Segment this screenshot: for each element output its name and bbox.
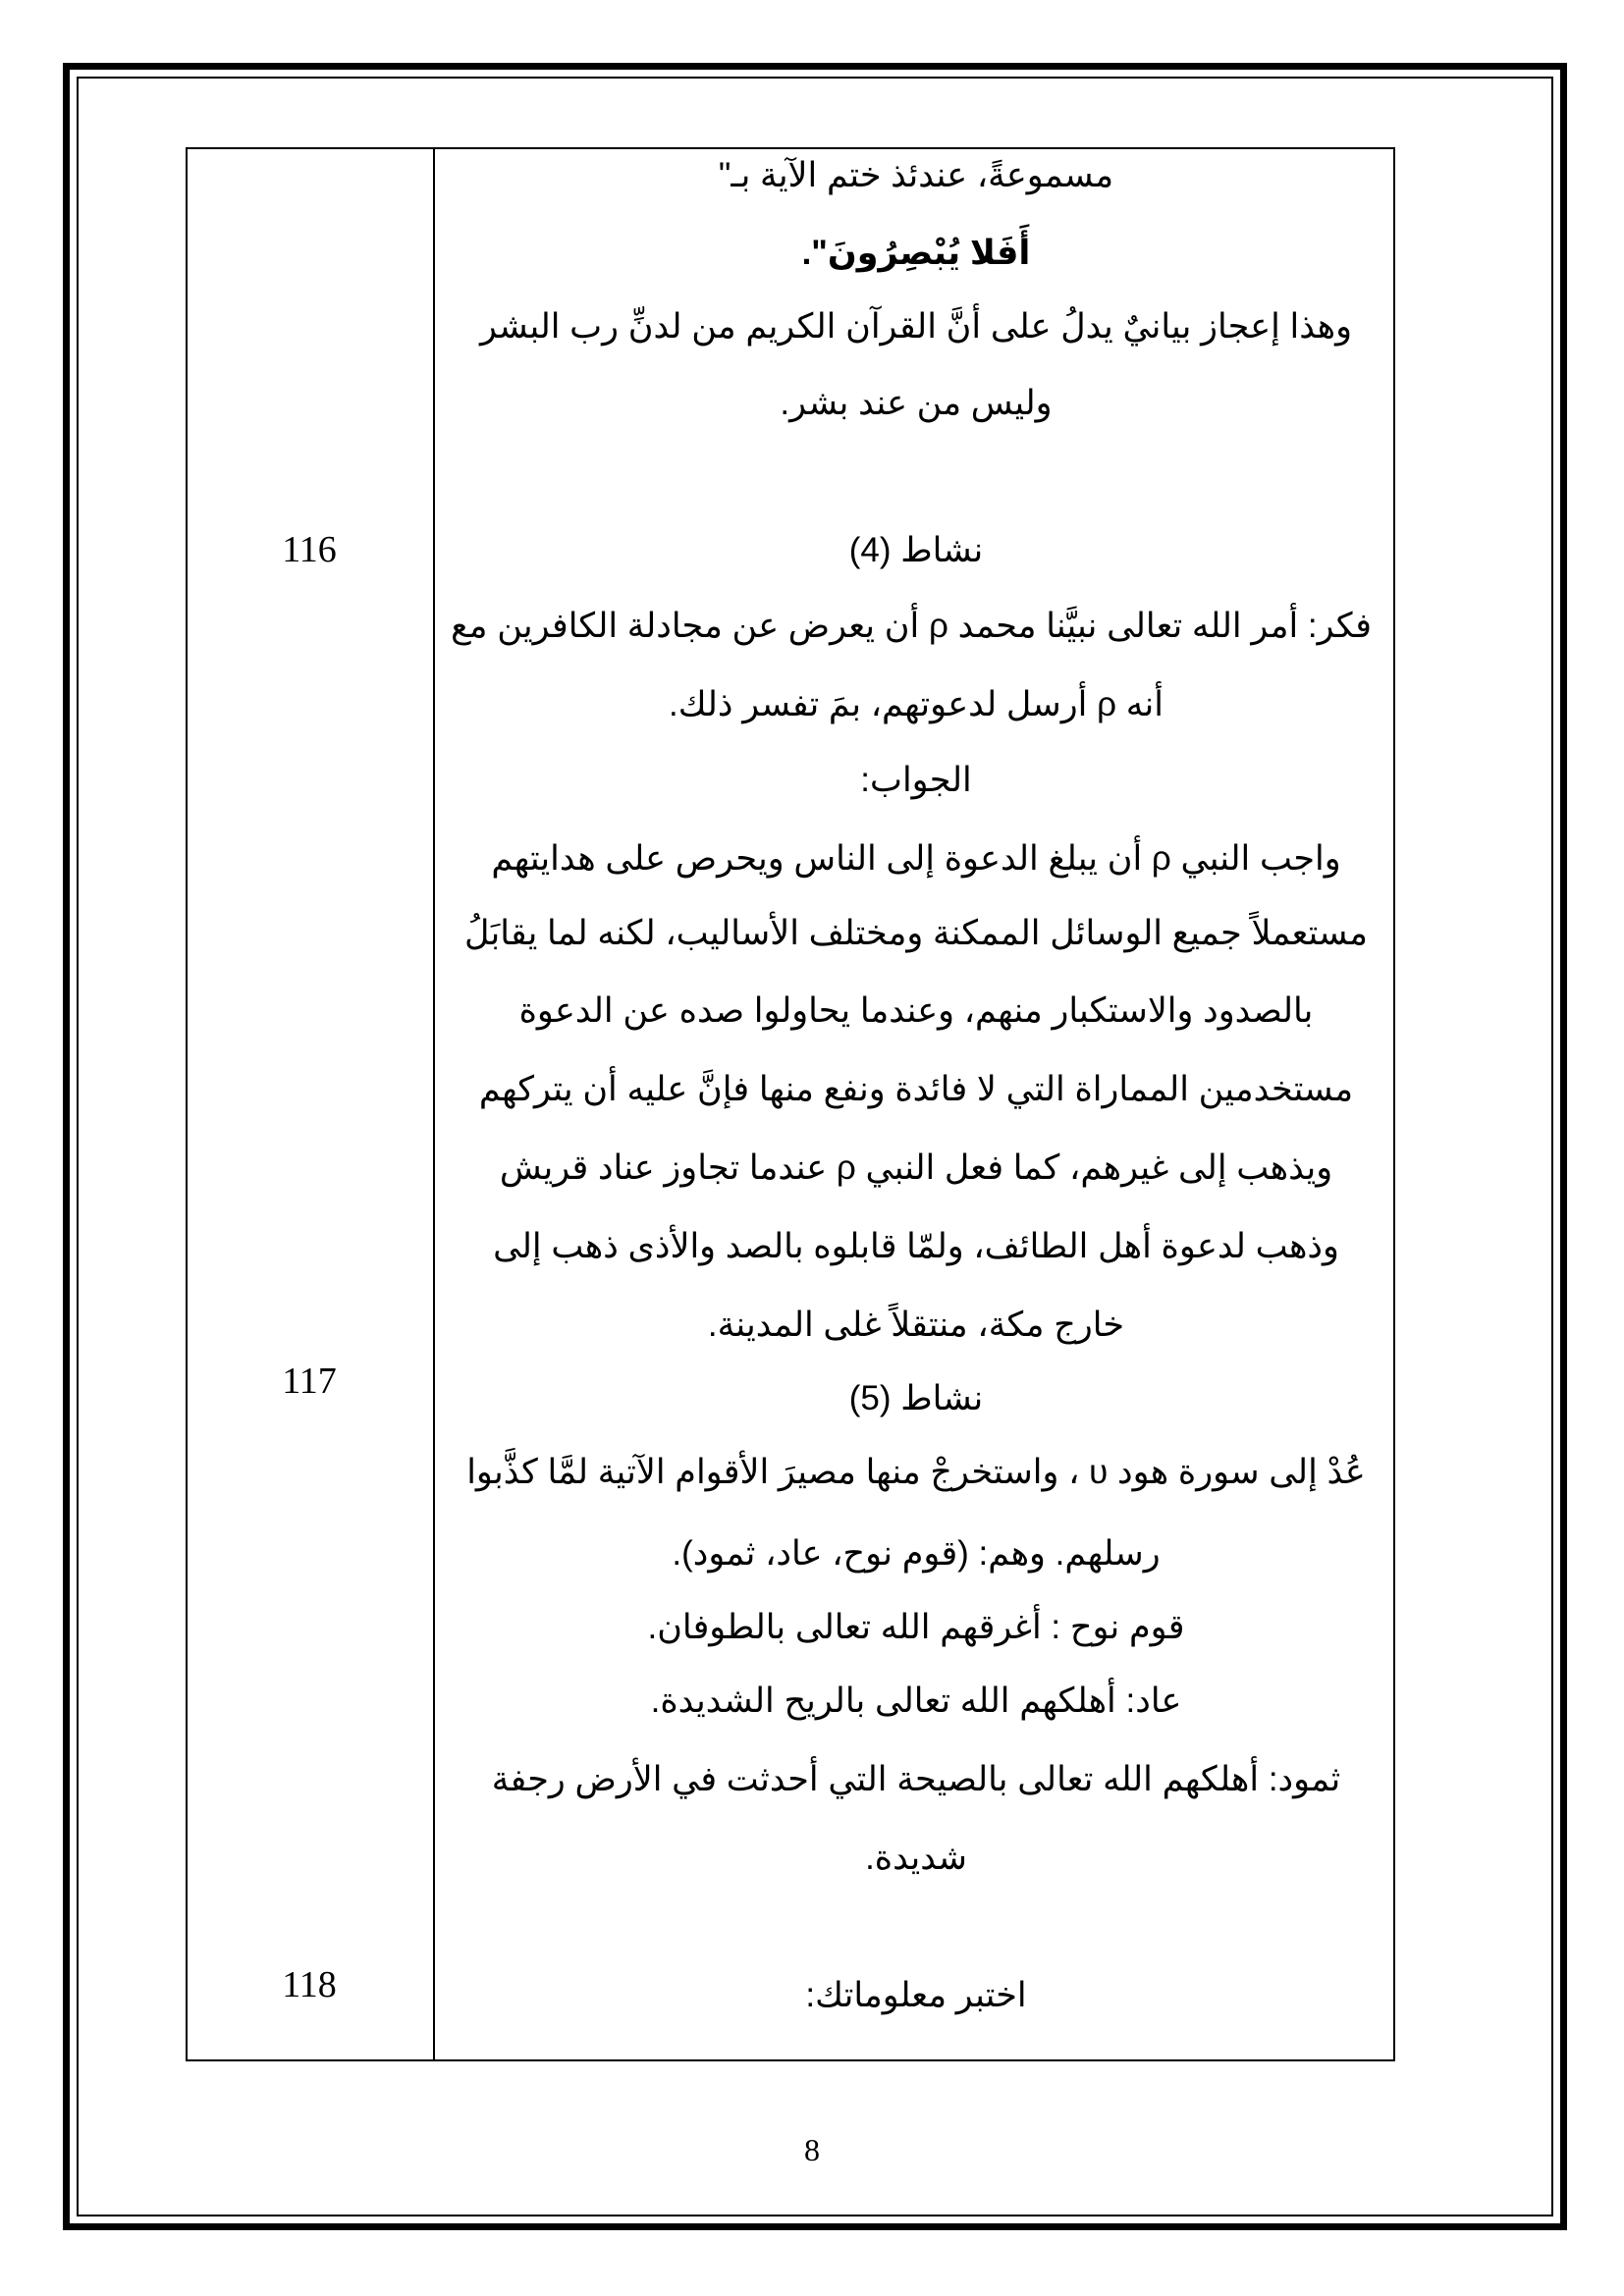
section-heading: اختبر معلوماتك: <box>805 1976 1027 2014</box>
row-number-118: 118 <box>282 1964 337 2005</box>
page-number: 8 <box>804 2132 820 2167</box>
answer-heading: الجواب: <box>860 761 972 799</box>
activity-heading: نشاط (4) <box>848 531 984 569</box>
text-line: وليس من عند بشر. <box>780 384 1053 422</box>
row-number-116: 116 <box>282 529 337 570</box>
text-line: وذهب لدعوة أهل الطائف، ولمّا قابلوه بالصد والأذى ذهب إلى <box>493 1227 1339 1265</box>
text-line: بالصدود والاستكبار منهم، وعندما يحاولوا صده عن الدعوة <box>518 991 1314 1030</box>
text-line: أنه ρ أرسل لدعوتهم، بمَ تفسر ذلك. <box>669 685 1164 723</box>
text-line: شديدة. <box>865 1839 967 1877</box>
text-line: قوم نوح : أغرقهم الله تعالى بالطوفان. <box>647 1608 1185 1646</box>
text-column <box>437 147 1395 2061</box>
activity-heading: نشاط (5) <box>848 1379 984 1417</box>
text-line: مستخدمين المماراة التي لا فائدة ونفع منها فإنَّ عليه أن يتركهم <box>478 1070 1354 1108</box>
text-line: عُدْ إلى سورة هود υ ، واستخرجْ منها مصيرَ الأقوام الآتية لمَّا كذَّبوا <box>466 1453 1366 1491</box>
quran-verse: أَفَلا يُبْصِرُونَ". <box>801 234 1031 272</box>
text-line: عاد: أهلكهم الله تعالى بالريح الشديدة. <box>650 1682 1182 1720</box>
text-line: فكر: أمر الله تعالى نبيَّنا محمد ρ أن يعرض عن مجادلة الكافرين مع <box>451 607 1372 645</box>
text-line: ويذهب إلى غيرهم، كما فعل النبي ρ عندما تجاوز عناد قريش <box>499 1148 1333 1187</box>
row-number-117: 117 <box>282 1361 337 1402</box>
text-line: خارج مكة، منتقلاً غلى المدينة. <box>707 1306 1125 1344</box>
column-divider <box>433 147 435 2061</box>
text-line: مستعملاً جميع الوسائل الممكنة ومختلف الأساليب، لكنه لما يقابَلُ <box>463 914 1369 952</box>
text-line: مسموعةً، عندئذ ختم الآية بـ" <box>718 156 1114 194</box>
text-line: واجب النبي ρ أن يبلغ الدعوة إلى الناس ويحرص على هدايتهم <box>491 839 1341 878</box>
text-line: رسلهم. وهم: (قوم نوح، عاد، ثمود). <box>672 1534 1161 1573</box>
text-line: ثمود: أهلكهم الله تعالى بالصيحة التي أحدثت في الأرض رجفة <box>491 1760 1341 1798</box>
text-line: وهذا إعجاز بيانيٌ يدلُ على أنَّ القرآن الكريم من لدنِّ رب البشر <box>479 307 1353 346</box>
